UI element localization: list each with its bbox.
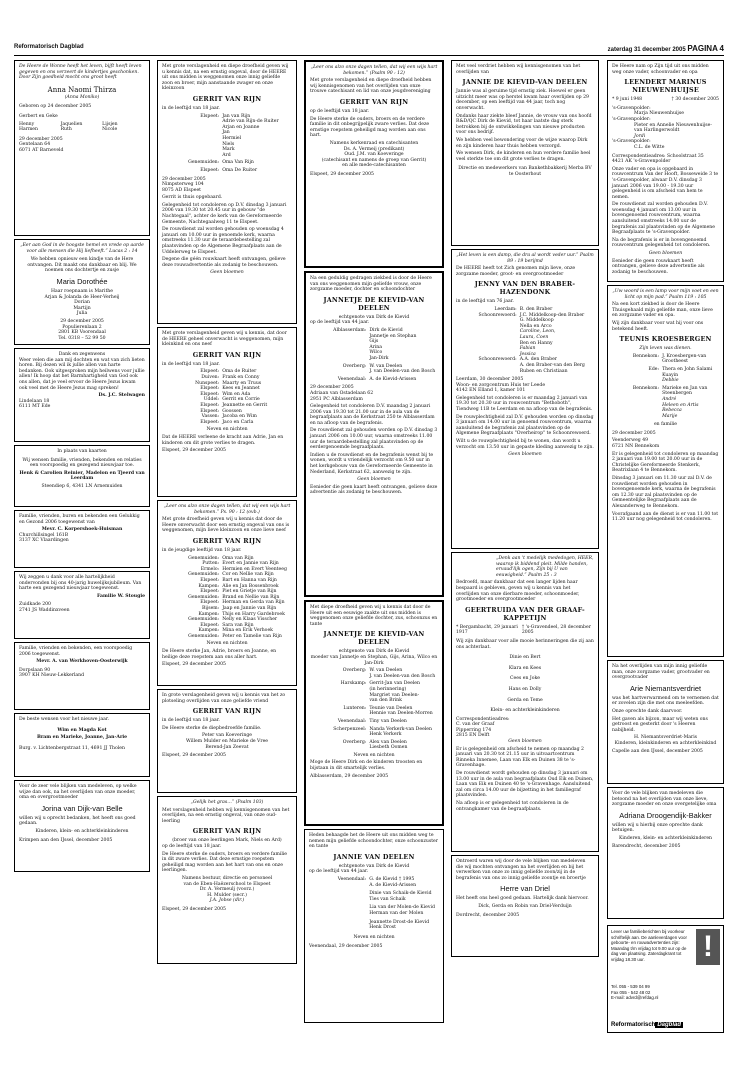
relatives-list: Elspeet: Jan van Rijn Adrie van Rijn-de Ruiter Arjan en Joanne Jan Hermiel Niels Mark Ard Genemuiden: Oma Van Rijn Elspeet: Oma De Ruiter xyxy=(188,113,279,173)
email-link[interactable]: E-mail: advrd@refdag.nl xyxy=(611,995,659,1001)
death-notice-jannetje: Na een geduldig gedragen ziekbed is door de Heere van ons weggenomen mijn geliefde vrouw, onze zorgzame moeder, dochter en schoondochter JANNETJE DE KIEVID-VAN DEELEN echtgenote van Dirk de Kievid op de leeftijd van 44 jaar. Alblasserdam: Dirk de Kievid Jannetje en Stephan Gijs Arina Wilco Jan-Dirk Overberg: W. van Deelen J. van Deelen-van den Bosch Veenendaal: A. de Kievid-Arissen 29 december 2005 Adriaan van Ostadelaan 62 2951 PC Alblasserdam Gelegenheid tot condoleren D.V. maandag 2 januari 2006 van 19.30 tot 21.00 uur in de aula van de begraafplaats aan de Kerkstraat 250 te Alblasserdam en na afloop van de begrafenis. De rouwdienst zal gehouden worden op D.V. dinsdag 3 januari 2006 om 10.00 uur, waarna omstreeks 11.00 uur de teraardebestelling zal plaatsvinden op de eerdergenoemde begraafplaats. Indien u de rouwdienst en de begrafenis wenst bij te wonen, wordt u vriendelijk verzocht om 9.50 uur in het kerkgebouw van de Gereformeerde Gemeente in Nederland, Kerkstraat 62, aanwezig te zijn. Geen bloemen Eenieder die geen kaart heeft ontvangen, gelieve deze advertentie als zodanig te beschouwen. xyxy=(304,271,444,597)
newyear-kot: De beste wensen voor het nieuwe jaar. Wim en Magda Kot Bram en Marieke, Joanne, Jan-Arie Burg. v. Lichtenbergstraat 11, 4691 JJ Tholen xyxy=(14,713,150,777)
thanks-stougie: Wij zeggen u dank voor alle hartelijkheid ondervonden bij ons 40-jarig huwelijksjubileum. Van harte een gezegend nieuwjaar toegewenst. Familie W. Stougie Zuidkade 200 2741 JS Waddinxveen xyxy=(14,571,150,639)
death-notice-gerrit-family: Met grote verslagenheid en diepe droefheid geven wij u kennis dat, na een ernstig ongeval, door de HEERE uit ons midden is weggenomen onze innig geliefde zoon en broer, mijn aanstaande zwager en onze kleinzoon GERRIT VAN RIJN in de leeftijd van 18 jaar. Elspeet: Jan van Rijn Adrie van Rijn-de Ruiter Arjan en Joanne Jan Hermiel Niels Mark Ard Genemuiden: Oma Van Rijn Elspeet: Oma De Ruiter 29 december 2005 Nimpsterweg 104 8075 AD Elspeet Gerrit is thuis opgebaard. Gelegenheid tot condoleren op D.V. dinsdag 3 januari 2006 van 19.30 tot 20.45 uur in gebouw "de Nachtegaal", achter de kerk van de Gereformeerde Gemeente, Nachtegaalweg 11 te Elspeet. De rouwdienst zal worden gehouden op woensdag 4 januari om 10.00 uur in genoemde kerk, waarna omstreeks 11.30 uur de teraardebestelling zal plaatsvinden op de Algemene Begraafplaats aan de Uddelerweg te Elspeet. Degene die géén rouwkaart heeft ontvangen, gelieve deze rouwadvertentie als zodanig te beschouwen. Geen bloemen xyxy=(157,60,297,324)
column-5 xyxy=(607,60,724,922)
birth-notice-maria: „Eer aan God in de hoogste hemel en vrede op aarde voor alle mensen die Hij liefheeft.” Lucas 2 : 14 We hebben opnieuw een kindje van de Here ontvangen. Dit maakt ons dankbaar en blij. We noemen ons dochtertje en zusje Maria Dorothée Haar roepnaam is Marithe Arjan & Jolanda de Heer-Verheij Dorian Martijn Julia 29 december 2005 Populierenlaan 2 2801 KB Voorendaal Tel. 0318 – 52 99 50 xyxy=(14,239,150,345)
thanks-niemantsverdriet: Na het overlijden van mijn innig geliefde man, onze zorgzame vader, grootvader en overgrootvader Arie Niemantsverdriet was het hartverwarmend om te vernemen dat er zovelen zijn die met ons meeleefden. Onze oprechte dank daarvoor. Het gaven als bijzon, maar wij weten ons getroost en gesterkt door 's Heeren nabijheid. H. Niemantsverdriet-Maris Kinderen, kleinkinderen en achterkleinkind Capelle aan den IJssel, december 2005 xyxy=(607,660,724,784)
death-notice-geertruida: „Denk aan 't medelijk mededogen, HEER, waarop ik biddend pleit. Milde handen, ervaud'lijk ogen, Zijn bij U van eeuwigheid.” Psalm 25 : 3 Bedroefd, maar dankbaar dat een langer lijden haar bespaard is gebleven, geven wij u kennis van het overlijden van onze dierbare moeder, schoonmoeder, grootmoeder en overgrootmoeder GEERTRUIDA VAN DER GRAAF-KAPPETIJN * Bergambacht, 29 januari 1917 † 's-Gravendeel, 28 december 2005 Wij zijn dankbaar voor alle mooie herinneringen die zij aan ons achterlaat. Dinie en Bert Klara en Kees Cees en Joke Hans en Dolly Gerda en Teme Klein- en achterkleinkinderen Correspondentieadres: C. van der Graaf Pipperring 174 2815 EN Delft Geen bloemen Er is gelegenheid om afscheid te nemen op maandag 2 januari van 20.30 tot 21.15 uur in uitvaartcentrum Rinneka Innemee, Laan van Elk en Duinen 38 te 's-Gravenhage. De rouwdienst wordt gehouden op dinsdag 3 januari om 13.00 uur in de aula van begraafplaats Oud Eik en Duinen, Laan van Eik en Duinen 40 te 's-Gravenhage. Aansluitend zal om circa 14.00 uur de bijzetting in het familiegraf plaatsvinden. Na afloop is er gelegenheid tot condoleren in de ontvangkamer van de begraafplaats. xyxy=(451,552,599,852)
header-rule xyxy=(14,55,724,56)
death-notice-gerrit-grandma: Met grote verslagenheid geven wij u kennis, dat door de HEERE geheel onverwacht is weggenomen, mijn kleinkind en ons neef GERRIT VAN RIJN in de leeftijd van 18 jaar. Elspeet: Oma de Ruiter Duiven: Frank en Conny Nunspeet: Maarty en Truus Elspeet: Kees en Jeannet Elspeet: Wim en Ada Uddel: Gerrit en Corrie Elspeet: Jeannette en Gerrit Elspeet: Goossen Vassen: Jacoba en Wim Elspeet: Jaco en Carla Neven en nichten Dat de HEERE verleene de kracht aan Adrie, Jan en kinderen om dit grote verlies te dragen. Elspeet, 29 december 2005 xyxy=(157,327,297,497)
death-notice-jannie-employer: Met veel verdriet hebben wij kennisgenomen van het overlijden van JANNIE DE KIEVID-VAN DEELEN Jannie was al geruime tijd ernstig ziek. Hoewel er geen uitzicht meer was op herstel kwam haar overlijden op 29 december, op een leeftijd van 44 jaar, toch nog onverwacht. Ondanks haar ziekte bleef Jannie, de vrouw van ons hoofd R&D/QC Dirk de Kievid, tot haar laatste dag sterk betrokken bij de ontwikkelingen van nieuwe producten voor ons bedrijf. We hebben veel bewondering voor de wijze waarop Dirk en zijn kinderen haar thuis hebben verzorgd. We wensen Dirk, de kinderen en hun verdere familie heel veel sterkte toe om dit grote verlies te dragen. Directie en medewerkers van Bankethbakkerij Merba BV te Oosterhout xyxy=(451,60,599,246)
contact-info: Tel. 055 - 539 04 99 Fax 055 - 542 48 02 E-mail: advrd@refdag.nl xyxy=(611,984,659,1001)
page-header xyxy=(14,44,724,54)
death-notice-gerrit-oma: „Leer ons alzo onze dagen tellen, dat wij een wijs hart bekomen.” Ps. 90 : 12 (ovb.) Met grote droefheid geven wij u kennis dat door de Heere onverwacht door een ernstig ongeval van ons is weggenomen, mijn lieve kleinzoon en onze lieve neef GERRIT VAN RIJN in de jeugdige leeftijd van 18 jaar. Genemuiden: Oma van Rijn Putten: Evert en Jannie van Rijn Ermelo: Hermien en Evert Veenteeg Genemuiden: Cor en Nellie van Rijn Elspeet: Bart en Hanna van Rijn Kampen: Alie en Jan Bossenbroek Elspeet: Piet en Grietje van Rijn Genemuiden: Brand en Nellie van Rijn Elspeet: Herman en Gerda van Rijn Bijsem: Jaap en Jannie van Rijn Kampen: Thijs en Harry Gardebroek Genemuiden: Nelly en Klaas Visscher Elspeet: Sara van Rijn Kampen: Mina en Erik Verhoek Genemuiden: Peter en Tamelie van Rijn Neven en nichten De Heere sterke Jan, Adrie, broers en Joanne, en heilige deze roepstem aan ons aller hart. Elspeet, 29 december 2005 xyxy=(157,500,297,686)
submission-info-ad: Lever uw familieberichten bij voorkeur schriftelijk aan. De aanleverdagen voor geboorte- en rouwadvertenties zijn: Maandag t/m vrijdag tot 9.00 uur op de dag van plaatsing. Zaterdagkrant tot vrijdag 18.30 uur. ! Tel. 055 - 539 04 99 Fax 055 - 542 48 02 E-mail: advrd@refdag.nl Reformatorisch Dagblad xyxy=(607,925,724,1033)
publication-name: Reformatorisch Dagblad xyxy=(14,44,84,50)
death-notice-leendert: De Heere nam op Zijn tijd uit ons midden weg onze vader, schoonvader en opa LEENDERT MARINUS NIEUWENHUIJSE * 9 juni 1948 † 30 december 2005 's-Gravenpolder: Marja Nieuwenhuijse 's-Gravenpolder: Pieter en Annelie Nieuwenhuijse-van Harlingerwoldt Jordi 's-Gravenpolder: C.L. de Witte Correspondentieadres: Schoolstraat 35 4421 AK 's-Gravenpolder Onze vader en opa is opgebaard in rouwcentrum Van der Hooft, Bosseweide 3 te 's-Gravenpolder, alwaar D.V. dinsdag 3 januari 2006 van 19.00 - 19.30 uur gelegenheid is om afscheid van hem te nemen. De rouwdienst zal worden gehouden D.V. woensdag 4 januari om 13.00 uur in bovengenoemd rouwcentrum, waarna aansluitend omstreeks 14.00 uur de begrafenis zal plaatsvinden op de Algemene Begraafplaats te 's-Gravenpolder. Na de begrafenis is er in bovengenoemd rouwcentrum gelegenheid tot condoleren. Geen bloemen Eenieder die geen rouwkaart heeft ontvangen, gelieve deze advertentie als zodanig te beschouwen. xyxy=(607,60,724,282)
birth-notice-anna: De Heere de Wonne heeft het leven, bijft heeft leven gegeven en ons verzeert de kindertjes geschonken. Door Zijn goedheid mocht ons groot heeft Anna Naomi Thirza (Anna Moniko) Geboren op 24 december 2005 Gerbert en Geke Henny Jaquelien Lijsjen Harmen Ruth Nicole 29 december 2005 Gentelaan 64 6071 AT Barneveld xyxy=(14,60,150,236)
newyear-korpershoek: Familie, vrienden, buren en bekenden een Gelukkig en Gezond 2006 toegewenst van Mevr. C. Korpershoek-Huisman Churchillsingel 161B 3137 XC Vlaardingen xyxy=(14,510,150,568)
column-3 xyxy=(304,60,444,1026)
death-notice-teunis: „Uw woord is een lamp voor mijn voet en een licht op mijn pad.” Psalm 119 : 105 Na een kort ziekbed is door de Heere Thuisgehaald mijn geliefde man, onze lieve en zorgzame vader en opa. Wij zijn dankbaar voor wat hij voor ons betekend heeft. TEUNIS KROESBERGEN Zijn leven was dienen. Bennekom: J. Kroesbergen-van Grootheest Ede: Thera en John Salami Kuayin Debbie Bennekom: Marieke en Jan van Steenbergen André Heleen en Artis Rebecca Marije en familie 29 december 2005 Veenderweg 49 6721 NN Bennekom Er is gelegenheid tot condoleren op maandag 2 januari van 19.00 tot 20.00 uur in de Christelijke Gereformeerde Stenkerk, Beatrixlaan 4 te Bennekom. Dinsdag 3 januari om 11.30 uur zal D.V. de rouwdienst worden gehouden in bovengenoemde kerk, waarna de begrafenis om 12.30 uur zal plaatsvinden op de Gemeentelijke Begraafplaats aan de Alexanderweg te Bennekom. Voorafgaand aan de dienst is er van 11.00 tot 11.20 uur nog gelegenheid tot condoleren. xyxy=(607,285,724,657)
death-notice-jenny: „Het leven is een damp, die dra al wordt veder uur.” Psalm 89 : 19 berijmd De HEERE heeft tot Zich genomen mijn lieve, onze zorgzame moeder, groot- en overgrootmoeder JENNY VAN DEN BRABER-HAZENDONK in de leeftijd van 76 jaar. Leerdam: B. den Braber Schoonrewoerd: J.C. Middelkoop-den Braber G. Middelkoop Nella en Arco Caroline, Leon, Laura, Coen Ben en Hanny Fabian Jessica Schoonrewoerd: A.A. den Braber A. den Braber-van den Berg Ruben en Christiaan Leerdam, 30 december 2005 Woon- en zorgcentrum Huis ter Leede 4142 EN Elland 1, kamer 101 Gelegenheid tot condoleren is er maandag 2 januari van 19.30 tot 20.30 uur in rouwcentrum "Bethoboth", Tiendweg 11B te Leerdam en na afloop van de begrafenis. De rouwplechtigheid zal D.V. gehouden worden op dinsdag 3 januari om 14.00 uur in genoemd rouwcentrum, waarna aansluitend de begrafenis zal plaatsvinden op de Algemene Begraafplaats "Overheirop" te Schoonrewoerd. Wilt u de rouwplechtigheid bij te wonen, dan wordt u verzocht om 13.50 uur in gepaste kleding aanwezig te zijn. Geen bloemen xyxy=(451,249,599,549)
thanks-droogendijk: Voor de vele blijken van medeleven die betoond na het overlijden van onze lieve, zorgzame moeder en onze overgetelijke oma Adriana Droogendijk-Bakker willen wij u hierbij onze oprechte dank betuigen. Kinderen, klein- en achterkleinkinderen Barendrecht, december 2005 xyxy=(607,787,724,919)
column-4 xyxy=(451,60,599,960)
death-notice-jannie-inlaws: Heden behaagde het de Heere uit ons midden weg te nemen mijn geliefde schoondochter, onze schoonzuster en tante JANNIE VAN DEELEN echtgenote van Dirk de Kievid op de leeftijd van 44 jaar. Veenendaal: G. de Kievid † 1995 A. de Kievid-Arissen Dinie van Schaik-de Kievid Ties van Schaik Lia van der Molen-de Kievid Herman van der Molen Jeannette Drost-de Kievid Henk Drost Neven en nichten Veenendaal, 29 december 2005 xyxy=(304,829,444,1023)
column-2 xyxy=(157,60,297,967)
birth-name: Anna Naomi Thirza xyxy=(47,85,117,94)
death-notice-gerrit-church: „Leer ons alzo onze dagen tellen, dat wij een wijs hart bekomen.” (Psalm 90 : 12) Met grote verslagenheid en diepe droefheid hebben wij kennisgenomen van het overlijden van onze trouwe catechisant en lid van onze jeugdvereniging GERRIT VAN RIJN op de leeftijd van 18 jaar. De Heere sterke de ouders, broers en de verdere familie in dit onbegrijpelijk zware verlies. Dat deze ernstige roepstem geheiligd mag worden aan ons hart. Namens kerkenraad en catechisanten Ds. A. Vermeij (predikant) Oud. J.M. van Koeveringe (catechisant en namens de groep van Gerrit) en alle mede-catechisanten Elspeet, 29 december 2005 xyxy=(304,60,444,268)
death-notice-gerrit-friends: In grote verslagenheid geven wij u kennis van het zo plotseling overlijden van onze geliefde vriend GERRIT VAN RIJN in de leeftijd van 18 jaar. De Heere sterke de diepbedroefde familie. Peter van Koeveringe Willem Mulder en Marieke de Vree Berend-Jan Zeevat Elspeet, 29 december 2005 xyxy=(157,689,297,793)
exclamation-icon: ! xyxy=(696,929,720,965)
newyear-leerdam: In plaats van kaarten Wij wensen familie, vrienden, bekenden en relaties een voorspoedig en gezegend nieuwjaar toe. Henk & Carolien Reinier, Madelon en Tjeerd van Leerdam Steendiep 6, 4341 LN Arnemuiden xyxy=(14,445,150,507)
column-1 xyxy=(14,60,150,875)
thanks-stelwagen: Dank en zegenwens Weer velen die aan mij dochten en wat van zich lieten horen. Bij dezen wil ik jullie allen van harte bedanken. Ook uitgesproken mijn heilwens voor jullie allen! Ik hoop dat het Barmhartigheid van God ook ons allen, dat je veel ervoor de Heere Jezus kwam ook veel met de Heere Jezus mag spreken! Ds. J.C. Stelwagen Lindelaan 18 6111 MT Ede xyxy=(14,348,150,442)
thanks-van-driel: Ontroerd waren wij door de vele blijken van medeleven die wij mochten ontvangen na het overlijden en bij het verwerken van onze zo innig geliefde zoon/zij in de begrafenis van ons zo innig geliefde zoontje en broertje Herre van Driel Het heeft ons heel goed gedaan. Hartelijk dank hiervoor. Dick, Gerda en Robin van Driel-Verduijn Dordrecht, december 2005 xyxy=(451,855,599,957)
page-date: zaterdag 31 december 2005 PAGINA 4 xyxy=(607,44,724,53)
thanks-van-dijk: Voor de zeer vele blijken van medeleven, op welke wijze dan ook, na het overlijden van onze moeder, oma en overgrootmoeder Jorina van Dijk-van Belle willen wij u oprecht bedanken, het heeft ons goed gedaan. Kinderen, klein- en achterkleinkinderen Krimpen aan den IJssel, december 2005 xyxy=(14,780,150,872)
newspaper-logo: Reformatorisch Dagblad xyxy=(611,1022,682,1028)
newyear-werkhoven: Familie, vrienden en bekenden, een voorspoedig 2006 toegewenst. Mevr. A. van Werkhoven-Oosterwijk Dorpslaan 90 3907 KH Nieuw-Lekkerland xyxy=(14,642,150,710)
death-notice-jannetje-family: Met diepe droefheid geven wij u kennis dat door de Heere uit een eeuwige zaakte uit ons midden is weggenomen onze geliefde dochter, zus, schoonzus en tante JANNETJE DE KIEVID-VAN DEELEN echtgenote van Dirk de Kievid moeder van Jannetje en Stephan, Gijs, Arina, Wilco en Jan-Dirk Overberg: W. van Deelen J. van Deelen-van den Bosch Harskamp: Gerrit-Jan van Deelen (in herinnering) Margriet van Deelen- van den Brink Lunteren: Teunie van Deelen Hennie van Deelen-Morren Veenendaal: Tiny van Deelen Scherpenzeel: Nanda Verkerk-van Deelen Henk Verkerk Overberg: Alex van Deelen Liesbeth Oomen Neven en nichten Moge de Heere Dirk en de kinderen troosten en bijstaan in dit smartelijk verlies. Alblasserdam, 29 december 2005 xyxy=(304,600,444,826)
death-notice-gerrit-school: „Gelijk het gras…” (Psalm 103) Met verslagenheid hebben wij kennisgenomen van het overlijden, na een ernstig ongeval, van onze oud-leerling GERRIT VAN RIJN (broer van onze leerlingen Mark, Niels en Ard) op de leeftijd van 18 jaar. De Heere sterke de ouders, broers en verdere familie in dit zware verlies. Dat deze ernstige roepstem geheiligd mag worden aan het hart van ons en onze leerlingen. Namens bestuur, directie en personeel van de Eben-Haëzerschool te Elspeet Dr. A. Vermeulj (voorz.) H. Mulder (secr.) J.A. Jobse (dir.) Elspeet, 29 december 2005 xyxy=(157,796,297,964)
